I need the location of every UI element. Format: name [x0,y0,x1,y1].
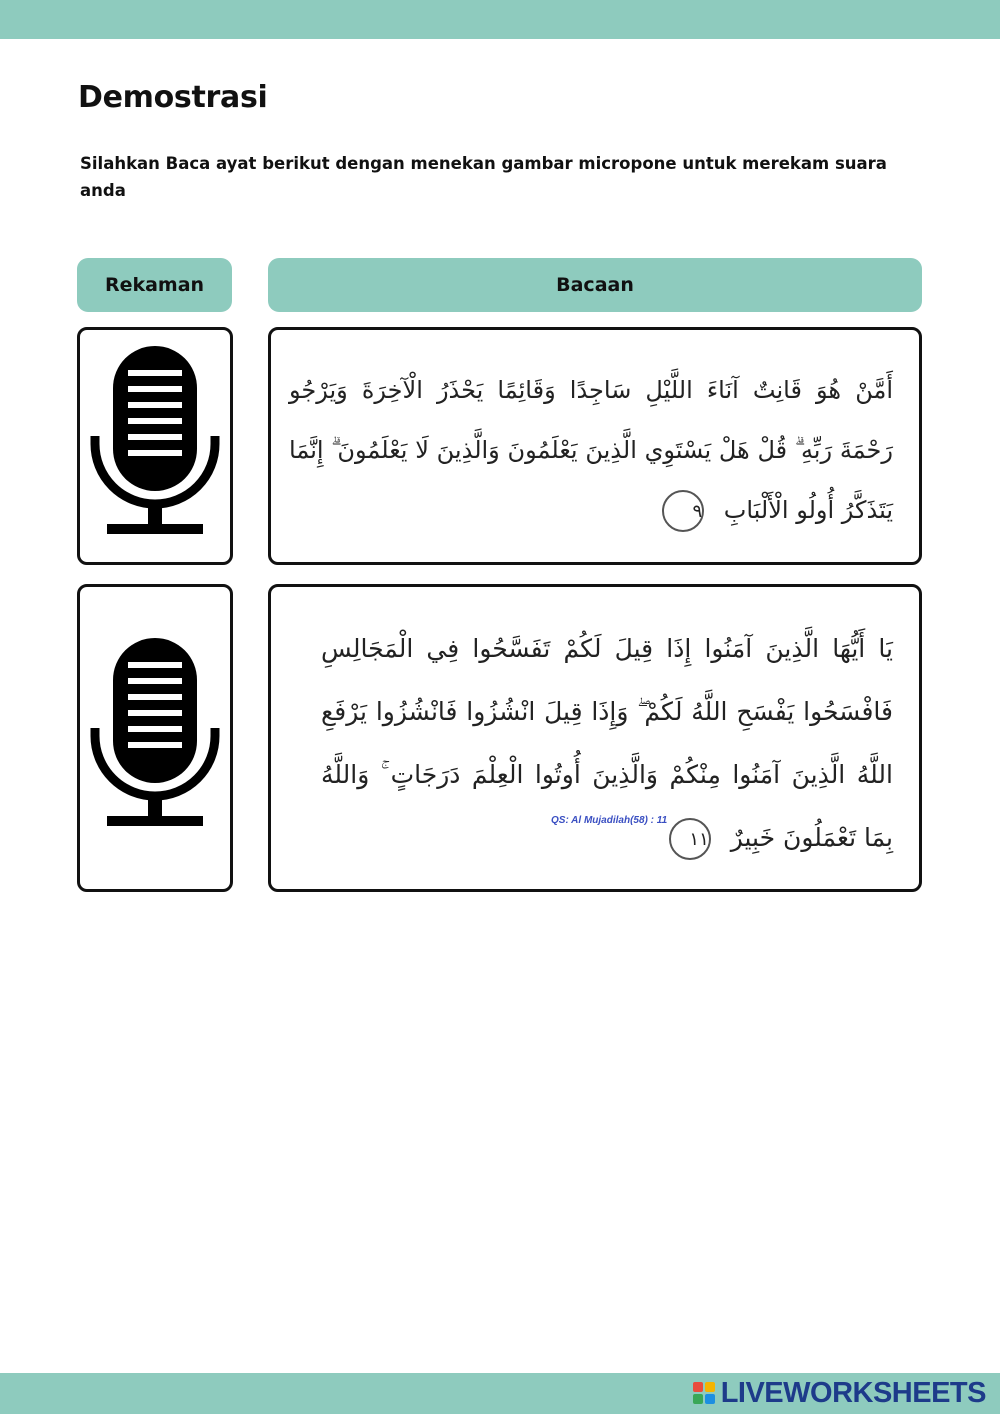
brand-name: LIVEWORKSHEETS [720,1376,986,1409]
verse-text-1 [289,360,893,540]
page-title: Demostrasi [78,80,268,115]
record-button-1[interactable] [77,327,233,565]
verse-box-2 [268,584,922,892]
verse-box-1 [268,327,922,565]
ayah-number-1: ٩ [662,490,704,532]
logo-blocks-icon [693,1382,715,1404]
top-banner [0,0,1000,39]
header-rekaman: Rekaman [77,258,232,312]
microphone-icon [90,638,220,838]
verse-1-arabic: أَمَّنْ هُوَ قَانِتٌ آنَاءَ اللَّيْلِ سَاجِدًا وَقَائِمًا يَحْذَرُ الْآخِرَةَ وَيَرْجُو رَحْمَةَ رَبِّهِ ۗ قُلْ هَلْ يَسْتَوِي الَّذِينَ يَعْلَمُونَ وَالَّذِينَ لَا يَعْلَمُونَ ۗ إِنَّمَا يَتَذَكَّرُ أُولُو الْأَلْبَابِ [289,376,893,524]
instruction-text: Silahkan Baca ayat berikut dengan menekan gambar micropone untuk merekam suara anda [80,154,887,200]
microphone-icon [90,346,220,546]
verse-2-arabic: يَا أَيُّهَا الَّذِينَ آمَنُوا إِذَا قِيلَ لَكُمْ تَفَسَّحُوا فِي الْمَجَالِسِ فَافْسَحُوا يَفْسَحِ اللَّهُ لَكُمْ ۖ وَإِذَا قِيلَ انْشُزُوا فَانْشُزُوا يَرْفَعِ اللَّهُ الَّذِينَ آمَنُوا مِنْكُمْ وَالَّذِينَ أُوتُوا الْعِلْمَ دَرَجَاتٍ ۚ وَاللَّهُ بِمَا تَعْمَلُونَ خَبِيرٌ [321,634,893,852]
ayah-number-2: ١١ [669,818,711,860]
record-button-2[interactable] [77,584,233,892]
header-bacaan: Bacaan [268,258,922,312]
liveworksheets-logo[interactable] [693,1375,986,1411]
verse-reference: QS: Al Mujadilah(58) : 11 [551,815,668,826]
verse-text-2 [321,617,893,869]
